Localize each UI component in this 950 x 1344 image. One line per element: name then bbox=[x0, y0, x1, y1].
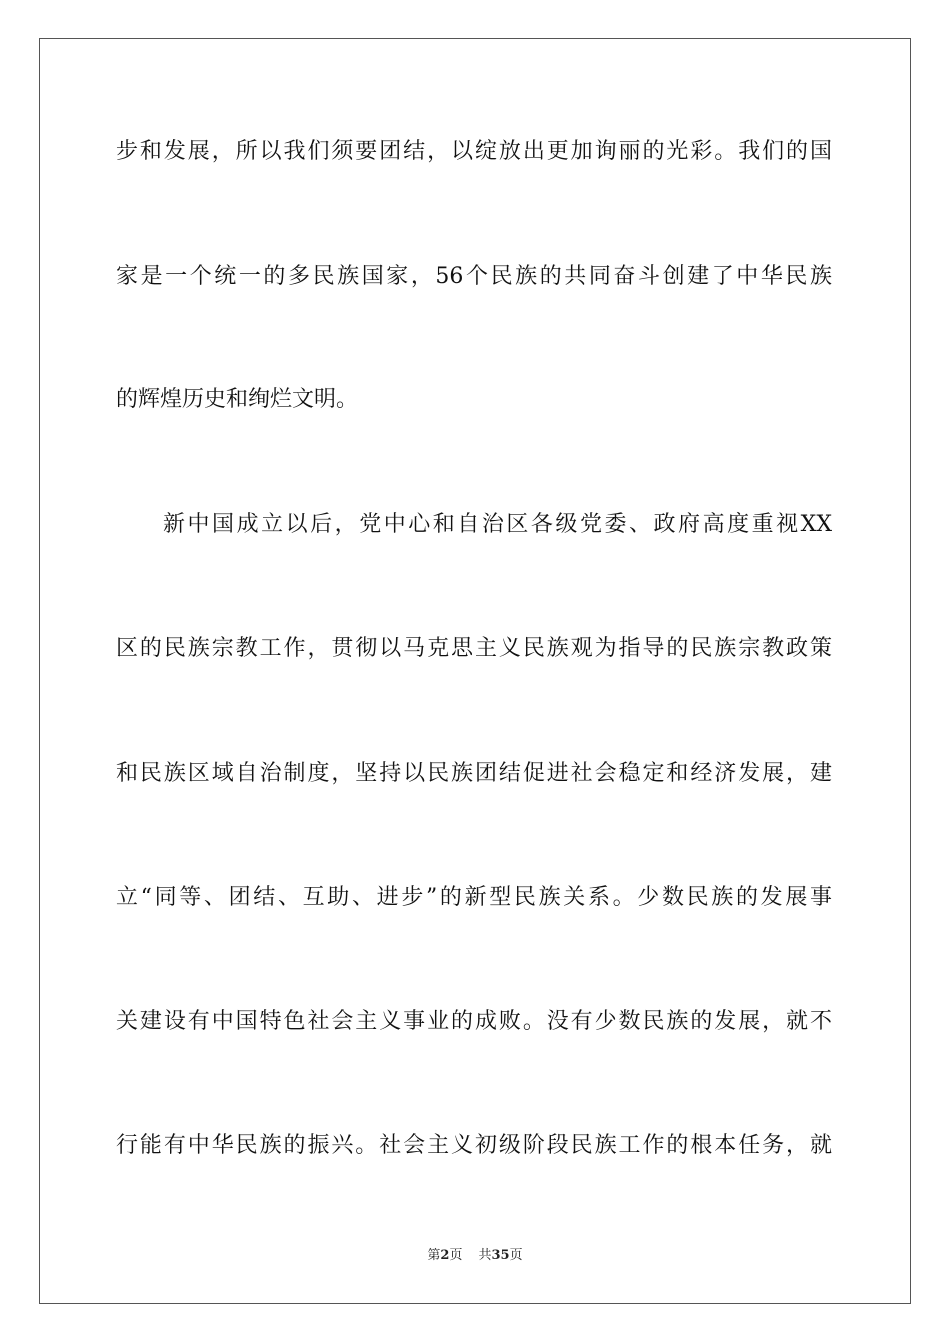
page-suffix: 页 bbox=[449, 1248, 463, 1263]
total-pages: 35 bbox=[491, 1248, 510, 1263]
text-line: 区的民族宗教工作，贯彻以马克思主义民族观为指导的民族宗教政策 bbox=[116, 636, 832, 661]
page-footer bbox=[0, 1247, 950, 1265]
text-line: 行能有中华民族的振兴。社会主义初级阶段民族工作的根本任务，就 bbox=[116, 1133, 832, 1158]
text-line: 家是一个统一的多民族国家，56个民族的共同奋斗创建了中华民族 bbox=[116, 264, 832, 289]
text-line: 立“同等、团结、互助、进步”的新型民族关系。少数民族的发展事 bbox=[116, 885, 832, 910]
text-line: 步和发展，所以我们须要团结，以绽放出更加询丽的光彩。我们的国 bbox=[116, 139, 832, 164]
page-border bbox=[39, 38, 911, 1304]
text-line: 关建设有中国特色社会主义事业的成败。没有少数民族的发展，就不 bbox=[116, 1009, 832, 1034]
text-line: 的辉煌历史和绚烂文明。 bbox=[116, 387, 359, 412]
total-suffix: 页 bbox=[509, 1248, 523, 1263]
page-number: 2 bbox=[440, 1248, 450, 1263]
text-line: 和民族区域自治制度，坚持以民族团结促进社会稳定和经济发展，建 bbox=[116, 761, 832, 786]
paragraph-first-line: 新中国成立以后，党中心和自治区各级党委、政府高度重视XX bbox=[163, 512, 832, 537]
page-prefix: 第 bbox=[427, 1248, 441, 1263]
total-prefix: 共 bbox=[478, 1248, 492, 1263]
